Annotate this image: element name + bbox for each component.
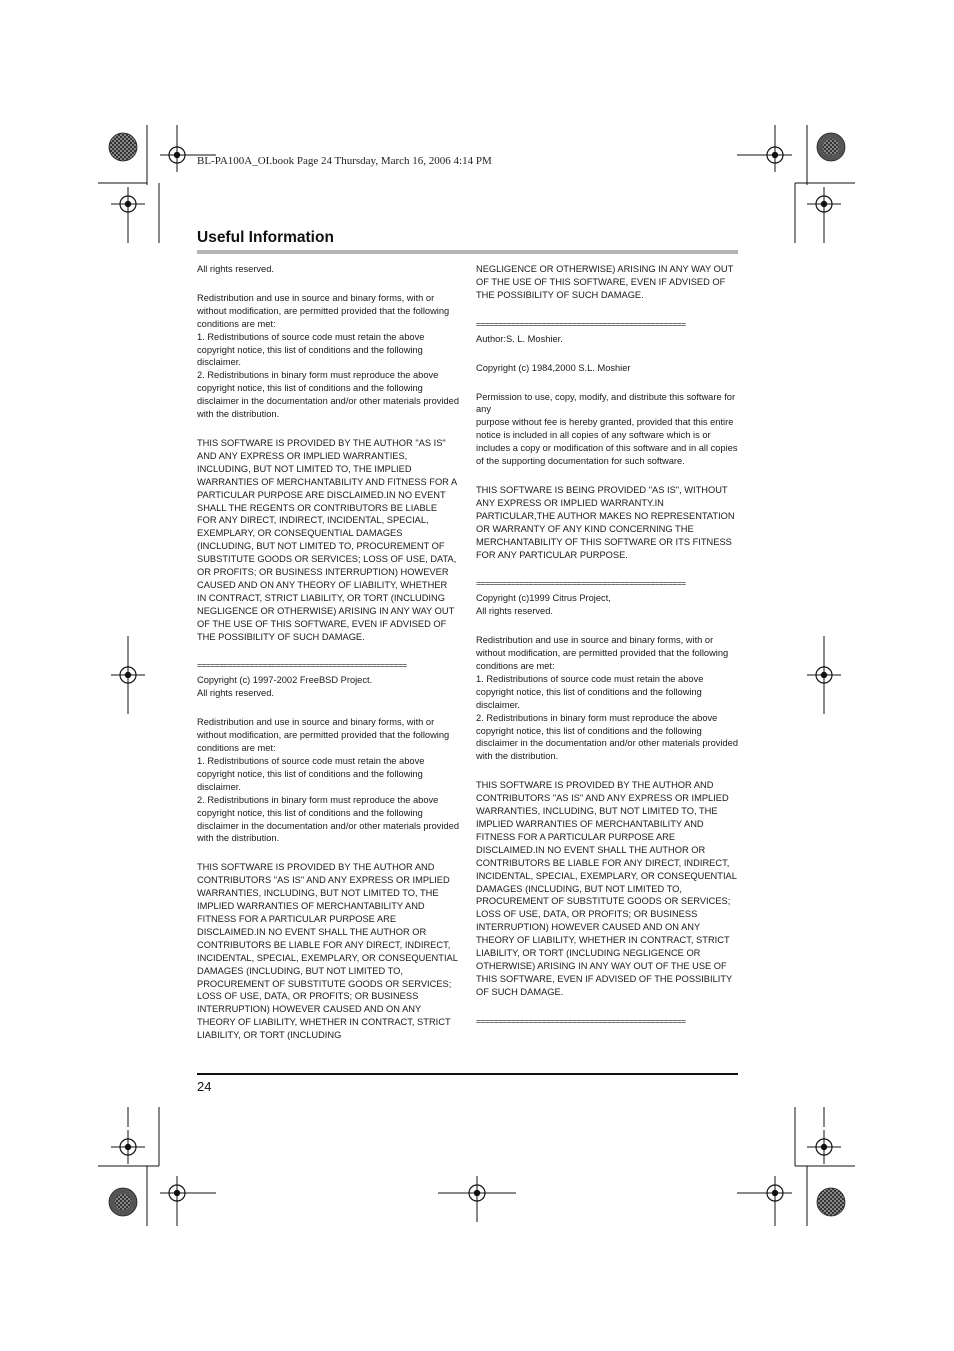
color-target-icon [109, 133, 137, 161]
paragraph-line: THIS SOFTWARE IS BEING PROVIDED "AS IS", WITHOUT ANY EXPRESS OR IMPLIED WARRANTY.IN PARTICULAR,THE AUTHOR MAKES NO REPRESENTATION OR WARRANTY OF ANY KIND CONCERNING THE MERCHANTABILITY OF THIS SOFTWARE OR ITS FITNESS FOR ANY PARTICULAR PURPOSE. [476, 484, 735, 560]
paragraph-line: Copyright (c) 1984,2000 S.L. Moshier [476, 362, 631, 373]
footer-rule [197, 1073, 738, 1075]
paragraph [476, 484, 738, 561]
paragraph-line: 2. Redistributions in binary form must reproduce the above copyright notice, this list of conditions and the following disclaimer in the documentation and/or other materials provided with the distribution. [197, 794, 460, 844]
separator-line: ================================================ [476, 318, 686, 329]
paragraph [197, 292, 459, 421]
separator-line: ================================================ [476, 1015, 686, 1026]
color-target-icon [817, 1188, 845, 1216]
paragraph [476, 362, 738, 375]
separator-line: ================================================ [476, 578, 686, 589]
paragraph-line: 2. Redistributions in binary form must reproduce the above copyright notice, this list of conditions and the following disclaimer in the documentation and/or other materials provided with the distribution. [197, 370, 460, 420]
paragraph-line: All rights reserved. [476, 606, 553, 617]
color-target-icon [823, 139, 839, 155]
right-column [476, 263, 738, 1030]
paragraph-line: NEGLIGENCE OR OTHERWISE) ARISING IN ANY WAY OUT OF THE USE OF THIS SOFTWARE, EVEN IF ADVISED OF THE POSSIBILITY OF SUCH DAMAGE. [476, 264, 734, 300]
paragraph [476, 634, 738, 763]
left-column [197, 263, 459, 1058]
paragraph [476, 391, 738, 468]
section-title: Useful Information [197, 229, 334, 246]
paragraph-line: Author:S. L. Moshier. [476, 333, 563, 344]
paragraph-line: 1. Redistributions of source code must retain the above copyright notice, this list of conditions and the following disclaimer. [476, 673, 704, 710]
paragraph [197, 437, 459, 644]
paragraph-line: Redistribution and use in source and binary forms, with or without modification, are permitted provided that the following conditions are met: [197, 292, 450, 329]
paragraph [476, 333, 738, 346]
paragraph-line: Permission to use, copy, modify, and distribute this software for any [476, 391, 736, 415]
paragraph-line: Copyright (c)1999 Citrus Project, [476, 593, 611, 604]
paragraph-line: Copyright (c) 1997-2002 FreeBSD Project. [197, 675, 373, 686]
page-number: 24 [197, 1079, 212, 1094]
paragraph-line: Redistribution and use in source and binary forms, with or without modification, are permitted provided that the following conditions are met: [476, 635, 729, 672]
paragraph-line: purpose without fee is hereby granted, provided that this entire notice is included in all copies of any software which is or includes a copy or modification of this software and in all copies of the supporting documentation for such software. [476, 417, 738, 467]
paragraph-line: THIS SOFTWARE IS PROVIDED BY THE AUTHOR AND CONTRIBUTORS "AS IS" AND ANY EXPRESS OR IMPLIED WARRANTIES, INCLUDING, BUT NOT LIMITED TO, THE IMPLIED WARRANTIES OF MERCHANTABILITY AND FITNESS FOR A PARTICULAR PURPOSE ARE DISCLAIMED.IN NO EVENT SHALL THE AUTHOR OR CONTRIBUTORS BE LIABLE FOR ANY DIRECT, INDIRECT, INCIDENTAL, SPECIAL, EXEMPLARY, OR CONSEQUENTIAL DAMAGES (INCLUDING, BUT NOT LIMITED TO, PROCUREMENT OF SUBSTITUTE GOODS OR SERVICES; LOSS OF USE, DATA, OR PROFITS; OR BUSINESS INTERRUPTION) HOWEVER CAUSED AND ON ANY THEORY OF LIABILITY, WHETHER IN CONTRACT, STRICT LIABILITY, OR TORT (INCLUDING NEGLIGENCE OR OTHERWISE) ARISING IN ANY WAY OUT OF THE USE OF THIS SOFTWARE, EVEN IF ADVISED OF THE POSSIBILITY OF SUCH DAMAGE. [476, 780, 737, 997]
separator-line: ================================================ [197, 660, 407, 671]
paragraph [476, 263, 738, 302]
paragraph-line: Redistribution and use in source and binary forms, with or without modification, are permitted provided that the following conditions are met: [197, 717, 450, 754]
paragraph-line: 1. Redistributions of source code must retain the above copyright notice, this list of conditions and the following disclaimer. [197, 331, 425, 368]
paragraph [476, 779, 738, 998]
paragraph-line: THIS SOFTWARE IS PROVIDED BY THE AUTHOR "AS IS" AND ANY EXPRESS OR IMPLIED WARRANTIES, INCLUDING, BUT NOT LIMITED TO, THE IMPLIED WARRANTIES OF MERCHANTABILITY AND FITNESS FOR A PARTICULAR PURPOSE ARE DISCLAIMED.IN NO EVENT SHALL THE REGENTS OR CONTRIBUTORS BE LIABLE FOR ANY DIRECT, INDIRECT, INCIDENTAL, SPECIAL, EXEMPLARY, OR CONSEQUENTIAL DAMAGES (INCLUDING, BUT NOT LIMITED TO, PROCUREMENT OF SUBSTITUTE GOODS OR SERVICES; LOSS OF USE, DATA, OR PROFITS; OR BUSINESS INTERRUPTION) HOWEVER CAUSED AND ON ANY THEORY OF LIABILITY, WHETHER IN CONTRACT, STRICT LIABILITY, OR TORT (INCLUDING NEGLIGENCE OR OTHERWISE) ARISING IN ANY WAY OUT OF THE USE OF THIS SOFTWARE, EVEN IF ADVISED OF THE POSSIBILITY OF SUCH DAMAGE. [197, 437, 457, 642]
paragraph [197, 716, 459, 845]
paragraph [197, 674, 459, 700]
paragraph-line: All rights reserved. [197, 688, 274, 699]
paragraph [476, 592, 738, 618]
title-rule [197, 250, 738, 254]
paragraph-line: 1. Redistributions of source code must retain the above copyright notice, this list of conditions and the following disclaimer. [197, 756, 425, 792]
color-target-icon [115, 1194, 131, 1210]
paragraph-line: THIS SOFTWARE IS PROVIDED BY THE AUTHOR AND CONTRIBUTORS "AS IS" AND ANY EXPRESS OR IMPLIED WARRANTIES, INCLUDING, BUT NOT LIMITED TO, THE IMPLIED WARRANTIES OF MERCHANTABILITY AND FITNESS FOR A PARTICULAR PURPOSE ARE DISCLAIMED.IN NO EVENT SHALL THE AUTHOR OR CONTRIBUTORS BE LIABLE FOR ANY DIRECT, INDIRECT, INCIDENTAL, SPECIAL, EXEMPLARY, OR CONSEQUENTIAL DAMAGES (INCLUDING, BUT NOT LIMITED TO, PROCUREMENT OF SUBSTITUTE GOODS OR SERVICES; LOSS OF USE, DATA, OR PROFITS; OR BUSINESS INTERRUPTION) HOWEVER CAUSED AND ON ANY THEORY OF LIABILITY, WHETHER IN CONTRACT, STRICT LIABILITY, OR TORT (INCLUDING [197, 862, 458, 1041]
paragraph-line: All rights reserved. [197, 264, 274, 274]
paragraph [197, 263, 459, 276]
paragraph-line: 2. Redistributions in binary form must reproduce the above copyright notice, this list of conditions and the following disclaimer in the documentation and/or other materials provided with the distribution. [476, 712, 739, 762]
book-file-header: BL-PA100A_OI.book Page 24 Thursday, March 16, 2006 4:14 PM [197, 155, 492, 167]
paragraph [197, 861, 459, 1042]
